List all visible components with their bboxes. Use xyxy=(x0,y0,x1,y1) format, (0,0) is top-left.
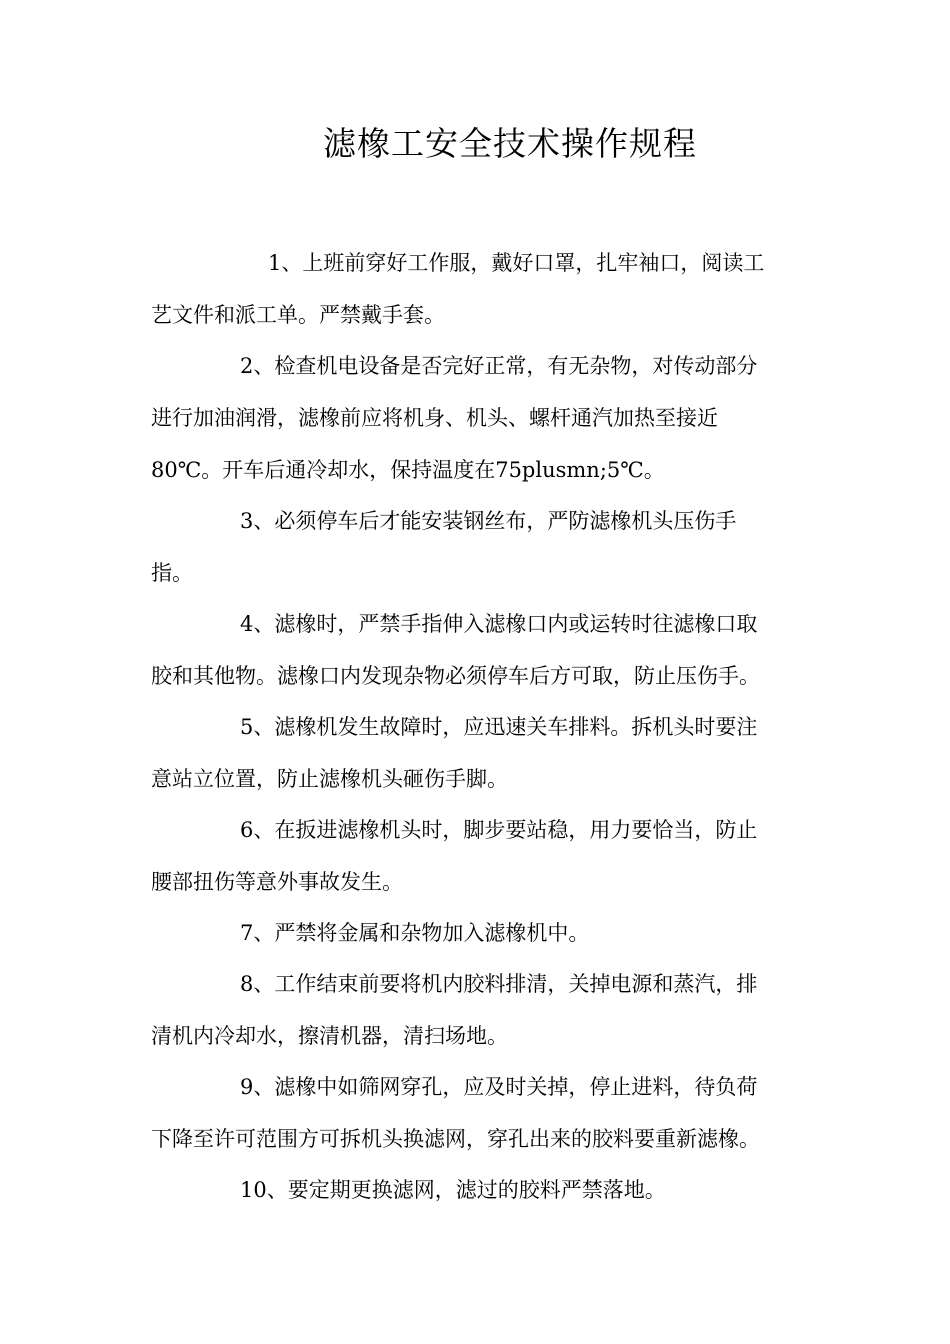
text-line: 腰部扭伤等意外事故发生。 xyxy=(151,870,403,894)
text-line: 进行加油润滑，滤橡前应将机身、机头、螺杆通汽加热至接近 xyxy=(151,406,718,430)
text-line: 意站立位置，防止滤橡机头砸伤手脚。 xyxy=(151,767,508,791)
text-line: 艺文件和派工单。严禁戴手套。 xyxy=(151,303,445,327)
text-line: 4、滤橡时，严禁手指伸入滤橡口内或运转时往滤橡口取 xyxy=(240,612,758,636)
text-line: 9、滤橡中如筛网穿孔，应及时关掉，停止进料，待负荷 xyxy=(240,1075,758,1099)
text-line: 80℃。开车后通冷却水，保持温度在75plusmn;5℃。 xyxy=(151,458,665,482)
text-line: 下降至许可范围方可拆机头换滤网，穿孔出来的胶料要重新滤橡。 xyxy=(151,1127,760,1151)
document-title: 滤橡工安全技术操作规程 xyxy=(323,124,697,163)
text-line: 胶和其他物。滤橡口内发现杂物必须停车后方可取，防止压伤手。 xyxy=(151,664,760,688)
text-line: 1、上班前穿好工作服，戴好口罩，扎牢袖口，阅读工 xyxy=(268,251,765,275)
text-line: 2、检查机电设备是否完好正常，有无杂物，对传动部分 xyxy=(240,354,758,378)
text-line: 7、严禁将金属和杂物加入滤橡机中。 xyxy=(240,921,590,945)
text-line: 5、滤橡机发生故障时，应迅速关车排料。拆机头时要注 xyxy=(240,715,758,739)
text-line: 清机内冷却水，擦清机器，清扫场地。 xyxy=(151,1024,508,1048)
text-line: 10、要定期更换滤网，滤过的胶料严禁落地。 xyxy=(240,1178,666,1202)
text-line: 指。 xyxy=(151,561,193,585)
text-line: 8、工作结束前要将机内胶料排清，关掉电源和蒸汽，排 xyxy=(240,972,758,996)
text-line: 6、在扳进滤橡机头时，脚步要站稳，用力要恰当，防止 xyxy=(240,818,758,842)
text-line: 3、必须停车后才能安装钢丝布，严防滤橡机头压伤手 xyxy=(240,509,737,533)
